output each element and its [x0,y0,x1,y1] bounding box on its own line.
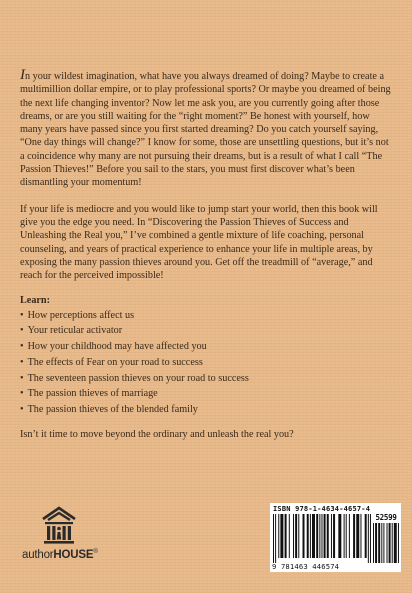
list-item [20,387,394,400]
bullet-icon: • [20,356,24,368]
list-item [20,309,394,322]
bullet-icon: • [20,388,24,400]
list-item-text: The passion thieves of the blended family [27,403,198,415]
closing-question: Isn’t it time to move beyond the ordinary and unleash the real you? [20,429,294,441]
learn-list [20,309,394,416]
bullet-icon: • [20,372,24,384]
publisher-logo [22,506,108,564]
list-item-text: The effects of Fear on your road to success [27,356,203,368]
bullet-icon: • [20,309,24,321]
bullet-icon: • [20,325,24,337]
dropcap-letter: I [20,67,25,83]
list-item-text: The seventeen passion thieves on your road to success [27,372,249,384]
isbn-number: ISBN 978-1-4634-4657-4 [273,505,371,513]
list-item-text: The passion thieves of marriage [27,388,158,400]
list-item [20,340,394,353]
authorhouse-building-logo-icon [41,506,77,546]
barcode-bars [273,514,371,563]
learn-heading: Learn: [20,295,50,307]
list-item [20,372,394,385]
ean-digits: 9 781463 446574 [272,562,340,571]
intro-paragraph-text: n your wildest imagination, what have you always dreamed of doing? Maybe to create a multimillion dollar empire, or to play professional sports? Or maybe you dreamed of being the next life changing inventor? Now let me ask you, are you currently going after those dreams, or are you still waiting for the “right moment?” Be honest with yourself, how many years have passed since you first started dreaming? Do you catch yourself saying, “One day things will change?” I know for some, those are unsettling questions, but it’s not a coincidence why many are not pursuing their dreams, but is a result of what I call “The Passion Thieves!” Before you sail to the stars, you must first discover what’s been dismantling your momentum! [20,71,391,189]
description-paragraph: If your life is mediocre and you would like to jump start your world, then this book will give you the edge you need. In “Discovering the Passion Thieves of Success and Unleashing the Real you,” I’ve combined a gentle mixture of life coaching, personal counseling, and years of practical experience to enhance your life in multiple areas, by exposing the many passion thieves around you. Get off the treadmill of “average,” and reach for the perceived impossible! [20,203,378,282]
addon-barcode-bars [373,523,399,563]
list-item-text: Your reticular activator [27,325,123,337]
price-addon-digits: 52599 [375,513,397,522]
intro-paragraph [20,67,394,190]
list-item [20,403,394,416]
bullet-icon: • [20,341,24,353]
bullet-icon: • [20,403,24,415]
isbn-barcode [270,503,401,572]
list-item [20,356,394,369]
list-item-text: How perceptions affect us [27,309,135,321]
back-cover-text [20,67,394,441]
list-item [20,324,394,337]
publisher-wordmark: authorHOUSE® [22,549,98,561]
list-item-text: How your childhood may have affected you [27,341,207,353]
